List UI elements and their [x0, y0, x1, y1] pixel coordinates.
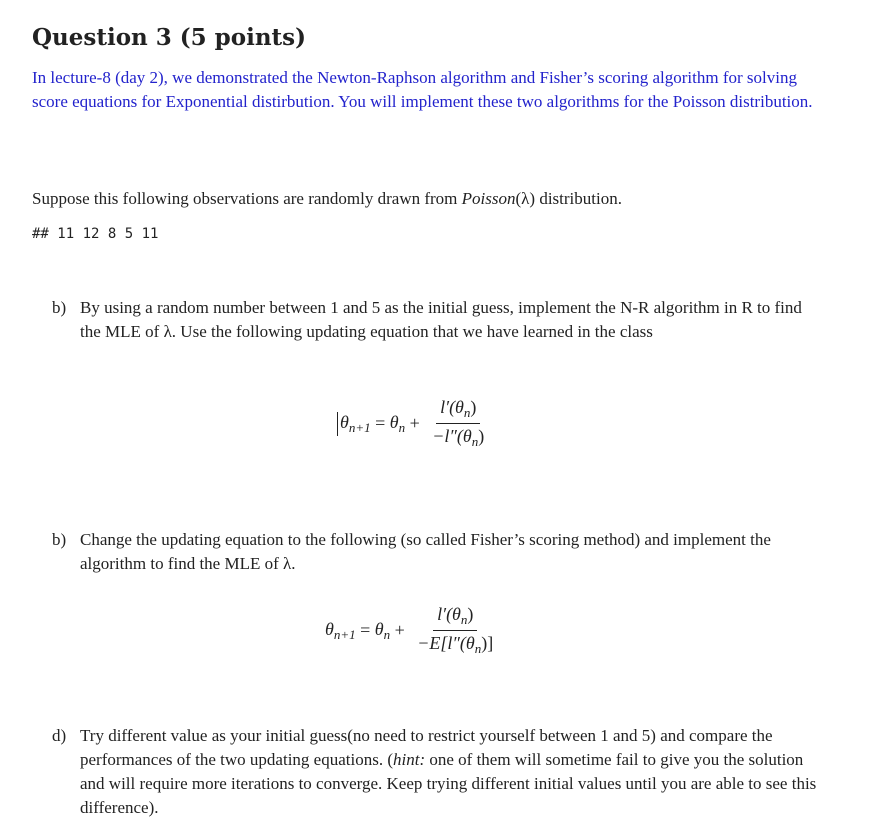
- item-text: [80, 724, 822, 820]
- num-close: ): [470, 397, 477, 417]
- setup-text-before: Suppose this following observations are randomly drawn from: [32, 189, 462, 208]
- item-label: b): [52, 530, 67, 549]
- den-sub: n: [474, 641, 482, 656]
- formula-fraction: [413, 604, 497, 657]
- den-sub: n: [471, 434, 479, 449]
- item-b-fisher-scoring: [52, 528, 822, 576]
- den-close: ): [478, 426, 485, 446]
- lhs-var: θ: [340, 411, 349, 432]
- setup-text-after: distribution.: [535, 189, 622, 208]
- intro-paragraph: In lecture-8 (day 2), we demonstrated the Newton-Raphson algorithm and Fisher’s scoring algorithm for solving score equations for Exponential distirbution. You will implement these two algorithms for the Poisson distribution.: [32, 68, 813, 111]
- num-sub: n: [460, 612, 468, 627]
- d-text-after: one of them will sometime fail to give you the solution and will require more iterations to converge. Keep trying different initial values until you are able to see this difference).: [80, 750, 817, 817]
- plus-sign: +: [405, 413, 425, 433]
- num-close: ): [467, 604, 474, 624]
- item-text: By using a random number between 1 and 5 as the initial guess, implement the N-R algorithm in R to find the MLE of λ. Use the following updating equation that we have learned in the class: [80, 298, 802, 341]
- newton-raphson-formula: [337, 397, 488, 450]
- setup-paragraph: [32, 187, 832, 211]
- fisher-scoring-formula: [325, 604, 497, 657]
- den-text: −E[l″(θ: [417, 633, 475, 653]
- formula-fraction: [428, 397, 488, 450]
- item-label: d): [52, 726, 67, 745]
- item-text: Change the updating equation to the following (so called Fisher’s scoring method) and implement the algorithm to find the MLE of λ.: [80, 530, 771, 573]
- question-title: Question 3 (5 points): [32, 24, 307, 51]
- fraction-denominator: [413, 631, 497, 657]
- plus-sign: +: [390, 620, 410, 640]
- formula-lhs: [337, 412, 371, 436]
- fraction-numerator: [433, 604, 477, 631]
- num-sub: n: [463, 405, 471, 420]
- item-d-compare: [52, 724, 822, 820]
- d-text-before: Try different value as your initial guess(no need to restrict yourself between 1 and 5) and compare the performances of the two updating equations. (: [80, 726, 773, 769]
- item-b-newton-raphson: [52, 296, 822, 344]
- code-output: ## 11 12 8 5 11: [32, 226, 159, 242]
- item-label: b): [52, 298, 67, 317]
- lhs-var: θ: [325, 618, 334, 639]
- formula-lhs: [325, 619, 356, 643]
- fraction-denominator: [428, 424, 488, 450]
- equals-sign: =: [355, 620, 375, 640]
- formula-rhs: [375, 619, 390, 643]
- distribution-param: (λ): [515, 189, 536, 208]
- lhs-sub: n+1: [348, 419, 371, 435]
- num-text: l′(θ: [437, 604, 461, 624]
- rhs-sub: n: [398, 419, 406, 435]
- rhs-var: θ: [389, 411, 399, 432]
- rhs-sub: n: [383, 626, 391, 642]
- fraction-numerator: [436, 397, 480, 424]
- equals-sign: =: [370, 413, 390, 433]
- num-text: l′(θ: [440, 397, 464, 417]
- formula-rhs: [390, 412, 405, 436]
- rhs-var: θ: [374, 618, 384, 639]
- den-close: )]: [481, 633, 494, 653]
- distribution-name: Poisson: [461, 189, 516, 208]
- lhs-sub: n+1: [333, 626, 356, 642]
- hint-label: hint:: [393, 750, 426, 769]
- den-text: −l″(θ: [432, 426, 472, 446]
